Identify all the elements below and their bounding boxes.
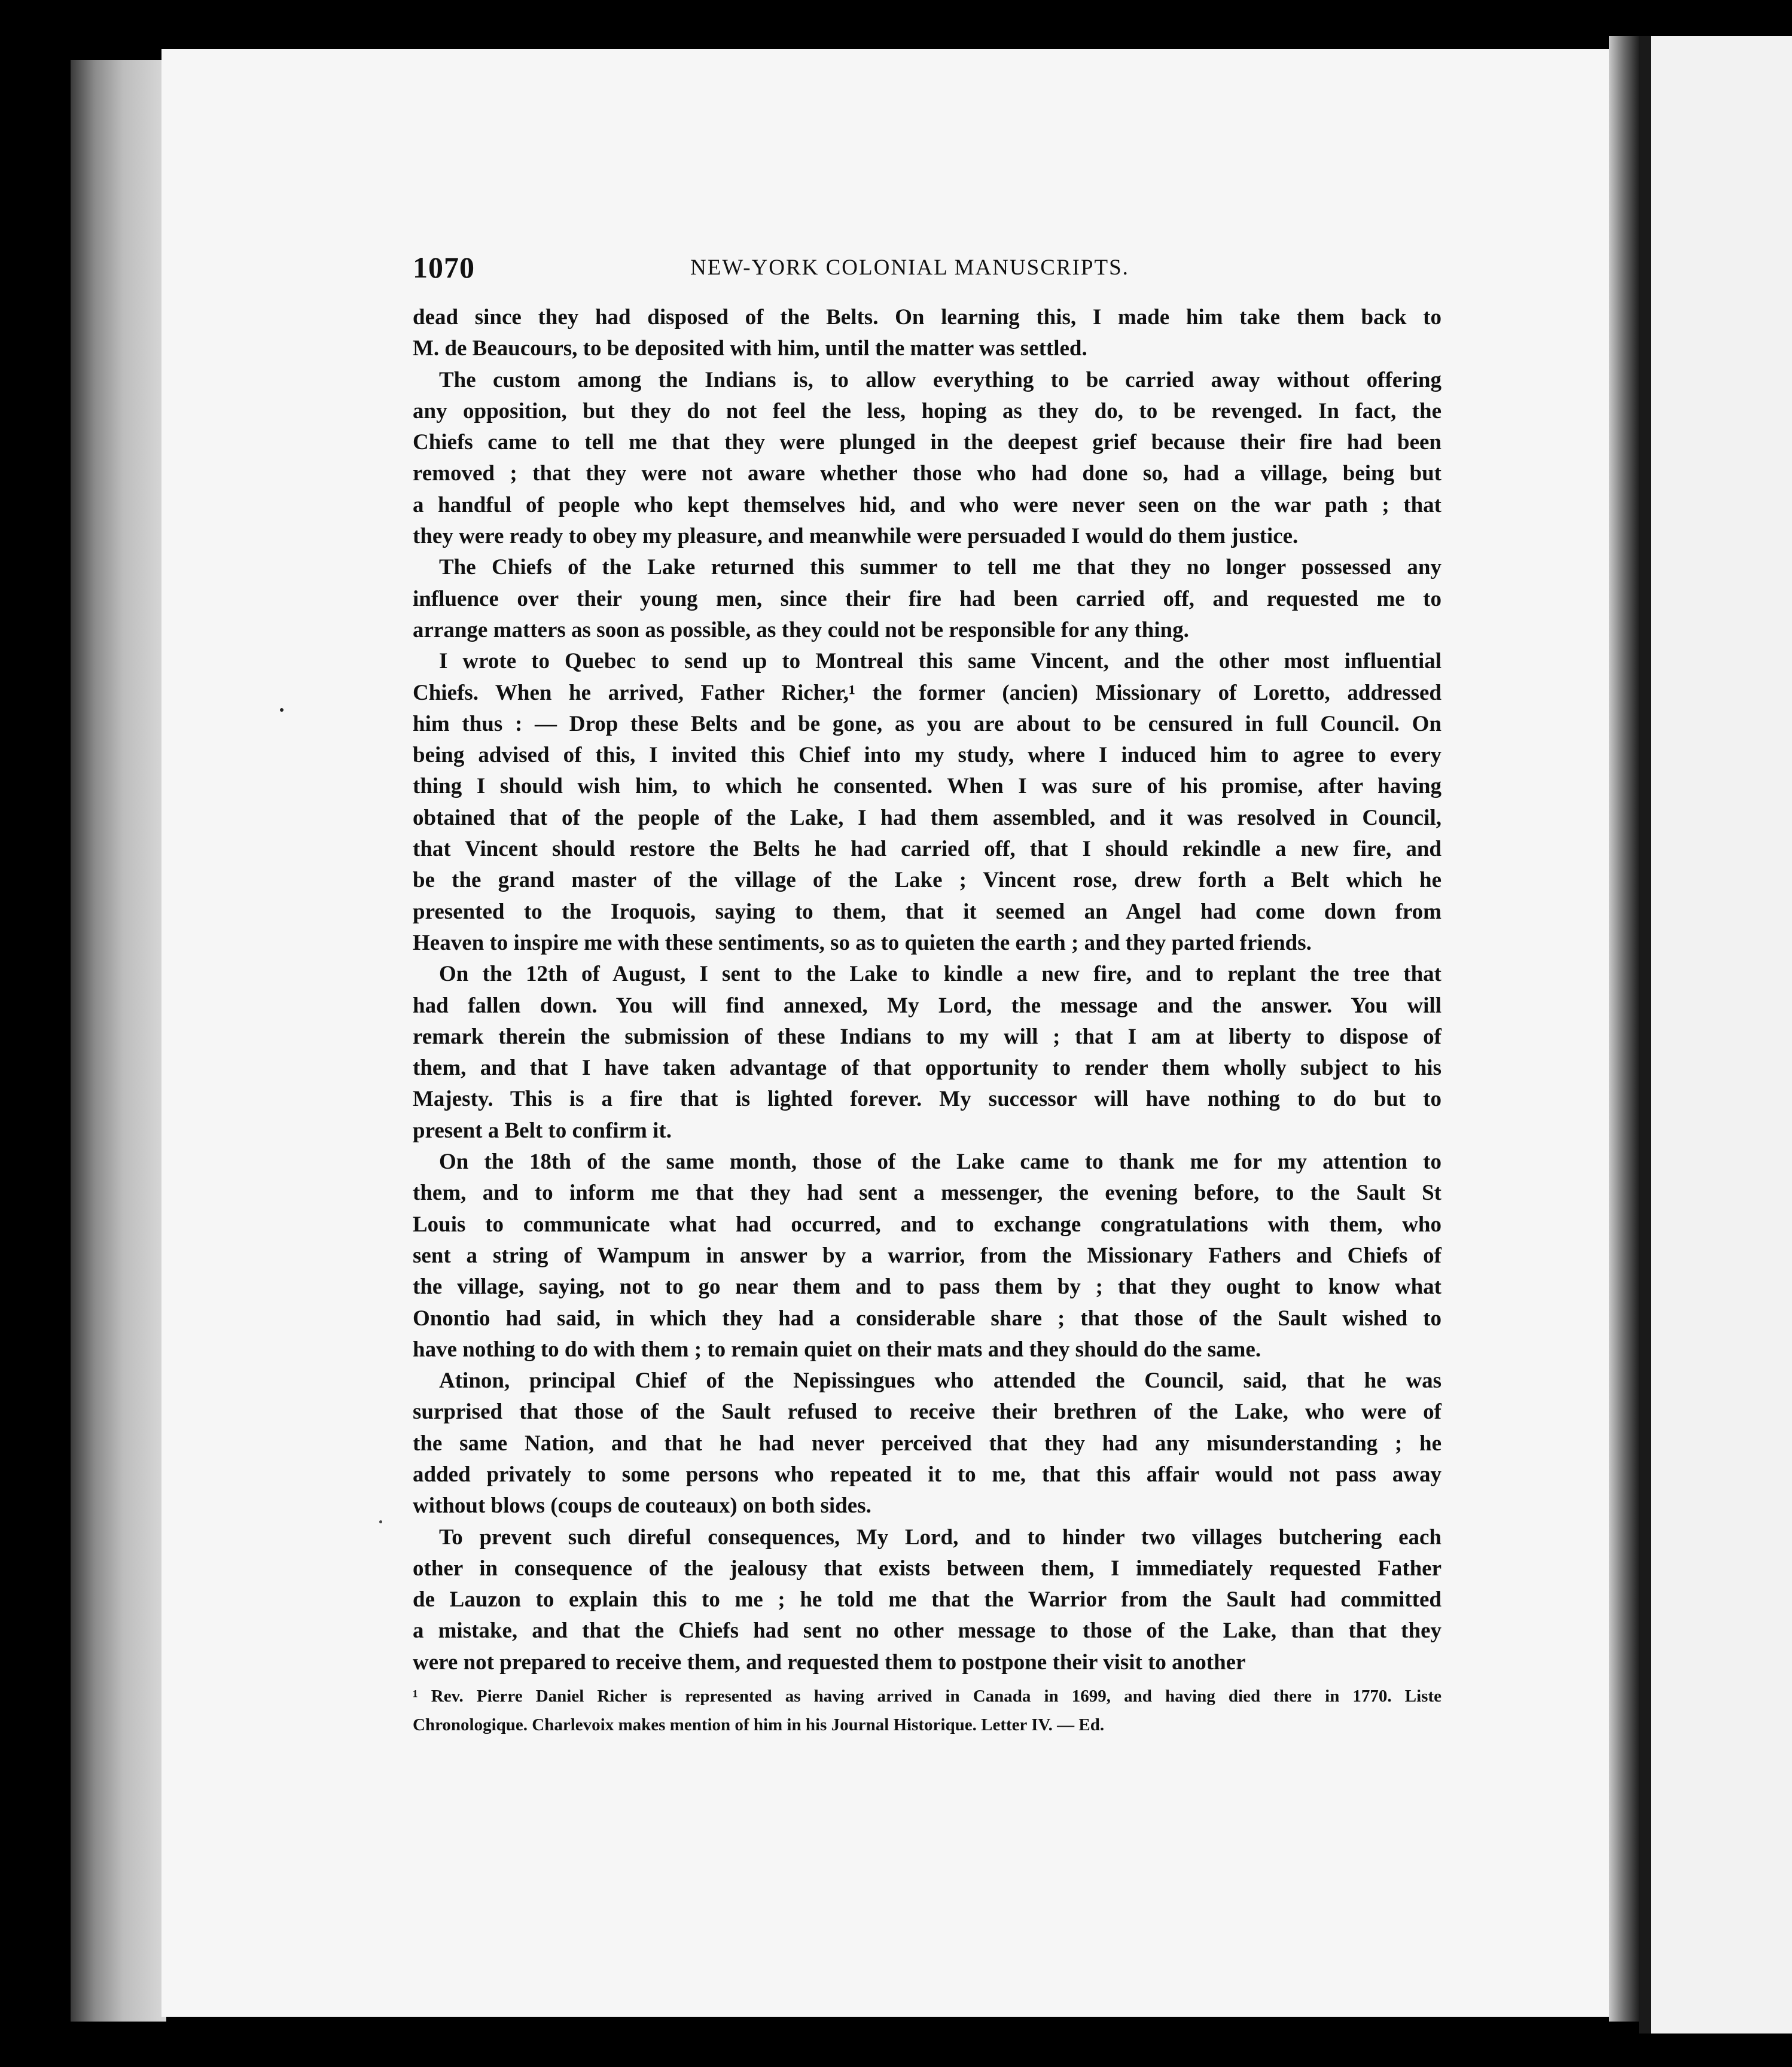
- text-line: the same Nation, and that he had never perceived that they had any misunderstanding ; he: [413, 1431, 1441, 1456]
- text-line: sent a string of Wampum in answer by a warrior, from the Missionary Fathers and Chiefs of: [413, 1243, 1441, 1268]
- footnote-line: Chronologique. Charlevoix makes mention of him in his Journal Historique. Letter IV. — Ed.: [413, 1715, 1105, 1734]
- text-line: influence over their young men, since their fire had been carried off, and requested me to: [413, 586, 1441, 611]
- text-line: arrange matters as soon as possible, as they could not be responsible for any thing.: [413, 617, 1189, 642]
- text-line: him thus : — Drop these Belts and be gone, as you are about to be censured in full Council. On: [413, 711, 1441, 736]
- text-line: dead since they had disposed of the Belts. On learning this, I made him take them back to: [413, 305, 1441, 330]
- text-line: The Chiefs of the Lake returned this summer to tell me that they no longer possessed any: [439, 555, 1441, 580]
- text-line: thing I should wish him, to which he consented. When I was sure of his promise, after having: [413, 774, 1441, 799]
- body-text: [413, 302, 1441, 1678]
- footnote: [413, 1682, 1441, 1739]
- text-line: Heaven to inspire me with these sentiments, so as to quieten the earth ; and they parted friends.: [413, 930, 1312, 955]
- running-title: NEW-YORK COLONIAL MANUSCRIPTS.: [690, 255, 1129, 280]
- paragraph: [413, 365, 1441, 553]
- text-line: presented to the Iroquois, saying to them, that it seemed an Angel had come down from: [413, 899, 1441, 924]
- text-line: obtained that of the people of the Lake, I had them assembled, and it was resolved in Council,: [413, 805, 1441, 830]
- page-header: [413, 250, 1441, 286]
- gutter-shadow: [1609, 36, 1642, 2022]
- text-line: them, and that I have taken advantage of that opportunity to render them wholly subject to his: [413, 1056, 1441, 1081]
- text-line: Chiefs came to tell me that they were plunged in the deepest grief because their fire had been: [413, 430, 1441, 455]
- text-line: I wrote to Quebec to send up to Montreal this same Vincent, and the other most influential: [439, 649, 1441, 674]
- text-line: surprised that those of the Sault refused to receive their brethren of the Lake, who were of: [413, 1400, 1441, 1425]
- text-line: Majesty. This is a fire that is lighted forever. My successor will have nothing to do but to: [413, 1087, 1441, 1112]
- text-line: Louis to communicate what had occurred, and to exchange congratulations with them, who: [413, 1212, 1441, 1237]
- text-line: a handful of people who kept themselves hid, and who were never seen on the war path ; that: [413, 492, 1441, 517]
- text-line: they were ready to obey my pleasure, and meanwhile were persuaded I would do them justice.: [413, 524, 1299, 549]
- text-line: de Lauzon to explain this to me ; he told me that the Warrior from the Sault had committed: [413, 1587, 1441, 1612]
- text-line: M. de Beaucours, to be deposited with him, until the matter was settled.: [413, 336, 1087, 361]
- footnote-line: ¹ Rev. Pierre Daniel Richer is represented as having arrived in Canada in 1699, and having died there in 1770. Liste: [413, 1687, 1441, 1706]
- text-line: any opposition, but they do not feel the less, hoping as they do, to be revenged. In fact, the: [413, 398, 1441, 423]
- text-line: On the 12th of August, I sent to the Lake to kindle a new fire, and to replant the tree that: [439, 962, 1441, 987]
- text-line: To prevent such direful consequences, My Lord, and to hinder two villages butchering each: [439, 1525, 1441, 1550]
- paragraph: [413, 1522, 1441, 1678]
- paragraph: [413, 552, 1441, 646]
- text-line: removed ; that they were not aware whether those who had done so, had a village, being but: [413, 461, 1441, 486]
- text-line: added privately to some persons who repeated it to me, that this affair would not pass away: [413, 1462, 1441, 1487]
- text-line: Onontio had said, in which they had a considerable share ; that those of the Sault wished to: [413, 1306, 1441, 1331]
- text-line: Chiefs. When he arrived, Father Richer,¹ the former (ancien) Missionary of Loretto, addressed: [413, 680, 1441, 705]
- text-line: Atinon, principal Chief of the Nepissingues who attended the Council, said, that he was: [439, 1368, 1441, 1394]
- paragraph: [413, 302, 1441, 365]
- book-page-edge: [71, 60, 166, 2022]
- text-line: On the 18th of the same month, those of the Lake came to thank me for my attention to: [439, 1150, 1441, 1175]
- text-line: that Vincent should restore the Belts he had carried off, that I should rekindle a new fire, and: [413, 837, 1441, 862]
- paragraph: [413, 646, 1441, 959]
- text-line: be the grand master of the village of the Lake ; Vincent rose, drew forth a Belt which he: [413, 868, 1441, 893]
- text-line: The custom among the Indians is, to allow everything to be carried away without offering: [439, 367, 1441, 392]
- page-number: 1070: [413, 251, 475, 284]
- text-line: them, and to inform me that they had sent a messenger, the evening before, to the Sault St: [413, 1181, 1441, 1206]
- scan-speck: [280, 708, 284, 712]
- facing-page-edge: [1639, 36, 1652, 2034]
- text-line: had fallen down. You will find annexed, My Lord, the message and the answer. You will: [413, 993, 1441, 1018]
- text-line: were not prepared to receive them, and requested them to postpone their visit to another: [413, 1650, 1246, 1675]
- facing-page: [1651, 36, 1792, 2034]
- text-line: the village, saying, not to go near them and to pass them by ; that they ought to know what: [413, 1275, 1441, 1300]
- text-line: have nothing to do with them ; to remain quiet on their mats and they should do the same.: [413, 1337, 1261, 1362]
- text-line: remark therein the submission of these Indians to my will ; that I am at liberty to dispose of: [413, 1024, 1441, 1049]
- text-line: other in consequence of the jealousy that exists between them, I immediately requested Father: [413, 1556, 1441, 1581]
- text-line: present a Belt to confirm it.: [413, 1118, 672, 1143]
- text-line: being advised of this, I invited this Chief into my study, where I induced him to agree to every: [413, 743, 1441, 768]
- scan-speck: [379, 1520, 382, 1523]
- paragraph: [413, 959, 1441, 1147]
- paragraph: [413, 1147, 1441, 1365]
- paragraph: [413, 1365, 1441, 1522]
- text-line: without blows (coups de couteaux) on both sides.: [413, 1493, 871, 1519]
- text-line: a mistake, and that the Chiefs had sent no other message to those of the Lake, than that they: [413, 1618, 1441, 1644]
